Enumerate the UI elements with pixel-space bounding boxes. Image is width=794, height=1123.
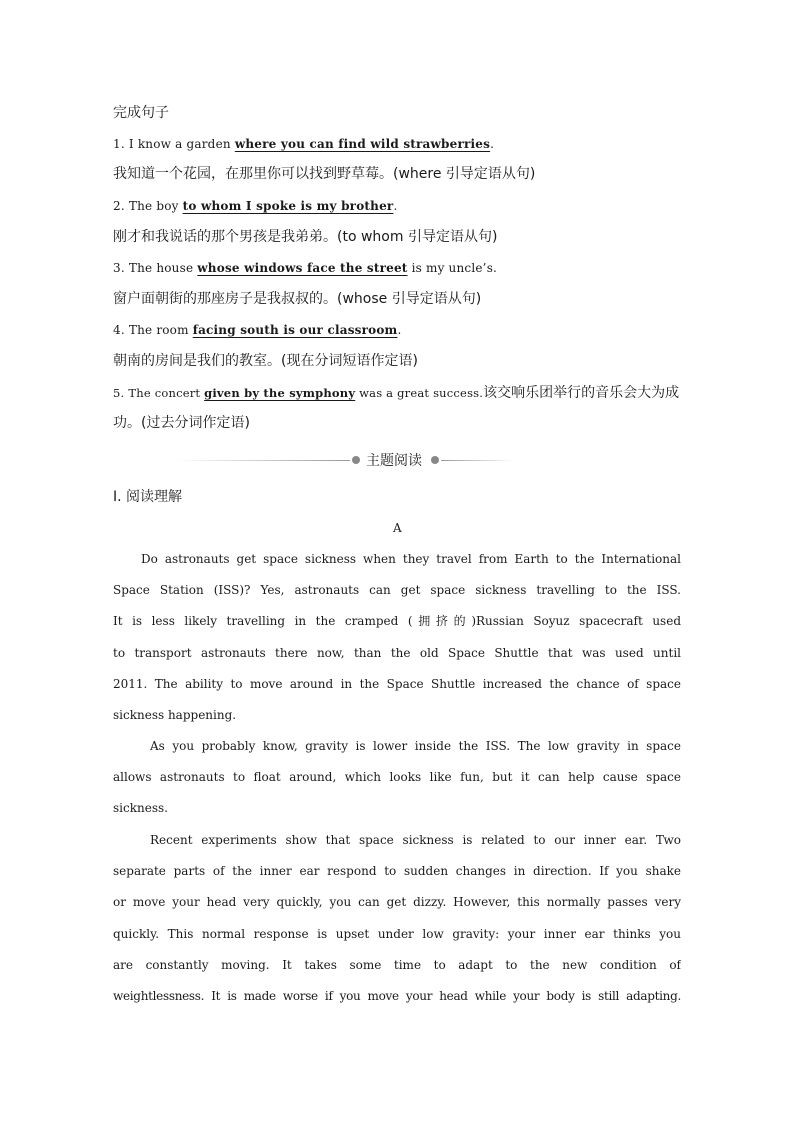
divider-dot-right: [431, 456, 439, 464]
item-sentence-pre: The boy: [128, 199, 183, 213]
theme-heading-divider: [175, 448, 515, 472]
section-title: 完成句子: [113, 105, 169, 121]
item-translation-1: 我知道一个花园，在那里你可以找到野草莓。(where 引导定语从句): [113, 166, 536, 182]
passage-line: As you probably know, gravity is lower inside the ISS. The low gravity in space: [150, 739, 681, 753]
item-sentence-post: .: [490, 137, 495, 151]
item-sentence-post: .: [397, 323, 402, 337]
theme-heading: 主题阅读: [366, 453, 422, 469]
item-sentence-post: is my uncle’s.: [407, 261, 498, 275]
divider-line-right: [441, 460, 515, 461]
item-answer: to whom I spoke is my brother: [182, 199, 394, 213]
passage-line: quickly. This normal response is upset under low gravity: your inner ear thinks you: [113, 926, 681, 941]
passage-line: Do astronauts get space sickness when they travel from Earth to the International: [141, 552, 681, 566]
exercise-item-3: [113, 258, 497, 278]
item-sentence-post: was a great success.: [355, 386, 484, 400]
passage-line: sickness.: [113, 801, 168, 816]
item-sentence-pre: The room: [128, 323, 193, 337]
item-answer: where you can find wild strawberries: [234, 137, 491, 151]
item-number: 5.: [113, 386, 125, 400]
item-sentence-pre: The house: [128, 261, 198, 275]
passage-line: allows astronauts to float around, which looks like fun, but it can help cause space: [113, 770, 681, 785]
passage-line: separate parts of the inner ear respond to sudden changes in direction. If you shake: [113, 864, 681, 879]
passage-paragraph-3: [113, 825, 681, 1012]
item-translation-5: 该交响乐团举行的音乐会大为成: [483, 385, 680, 401]
exercise-item-4: [113, 320, 401, 340]
item-answer: whose windows face the street: [197, 261, 408, 275]
item-translation-2: 刚才和我说话的那个男孩是我弟弟。(to whom 引导定语从句): [113, 229, 498, 245]
passage-line: Space Station (ISS)? Yes, astronauts can get space sickness travelling to the ISS.: [113, 583, 681, 598]
passage-line: or move your head very quickly, you can get dizzy. However, this normally passes very: [113, 895, 681, 910]
item-sentence-pre: I know a garden: [128, 137, 235, 151]
item-sentence-pre: The concert: [128, 386, 205, 400]
passage-line: to transport astronauts there now, than the old Space Shuttle that was used until: [113, 645, 681, 660]
divider-dot-left: [352, 456, 360, 464]
exercise-item-1: [113, 134, 494, 154]
passage-line: sickness happening.: [113, 707, 237, 722]
passage-paragraph-2: [113, 731, 681, 825]
passage-label: A: [393, 521, 402, 535]
passage-paragraph-1: [113, 544, 681, 731]
passage-line: 2011. The ability to move around in the Space Shuttle increased the chance of space: [113, 676, 681, 691]
passage-line: weightlessness. It is made worse if you move your head while your body is still adapting.: [113, 988, 681, 1003]
item-number: 4.: [113, 323, 125, 337]
exercise-item-5: [113, 383, 681, 403]
item-translation-3: 窗户面朝街的那座房子是我叔叔的。(whose 引导定语从句): [113, 291, 482, 307]
item-translation-5-cont: 功。(过去分词作定语): [113, 415, 250, 431]
exercise-item-2: [113, 196, 397, 216]
item-answer: given by the symphony: [204, 386, 356, 400]
part-label: Ⅰ. 阅读理解: [113, 489, 183, 505]
item-number: 3.: [113, 261, 125, 275]
divider-line-left: [175, 460, 350, 461]
passage-line: It is less likely travelling in the cramped (拥挤的)Russian Soyuz spacecraft used: [113, 614, 681, 629]
item-sentence-post: .: [393, 199, 398, 213]
item-number: 2.: [113, 199, 125, 213]
passage-line: Recent experiments show that space sickness is related to our inner ear. Two: [150, 833, 681, 847]
passage-line: are constantly moving. It takes some time to adapt to the new condition of: [113, 957, 681, 972]
item-number: 1.: [113, 137, 125, 151]
item-translation-4: 朝南的房间是我们的教室。(现在分词短语作定语): [113, 353, 418, 369]
item-answer: facing south is our classroom: [192, 323, 398, 337]
